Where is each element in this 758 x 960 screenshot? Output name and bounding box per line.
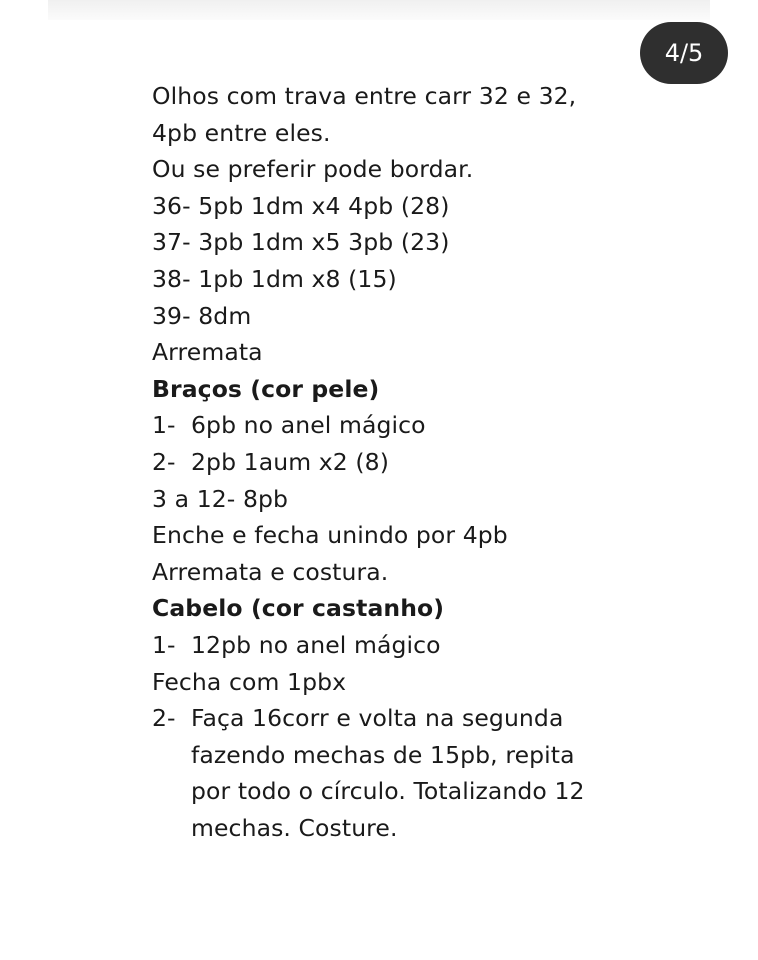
instruction-line: 37- 3pb 1dm x5 3pb (23) [152,228,450,257]
row-number: 2- [152,447,176,476]
row-text: 12pb no anel mágico [191,630,441,659]
section-heading-arms: Braços (cor pele) [152,374,380,403]
row-number: 1- [152,411,176,440]
row-number: 1- [152,630,176,659]
instruction-line [152,700,742,846]
instruction-line: 4pb entre eles. [152,118,331,147]
instruction-line: 38- 1pb 1dm x8 (15) [152,264,397,293]
instruction-line: Enche e fecha unindo por 4pb [152,521,508,550]
row-number: 2- [152,704,176,733]
instruction-line: Ou se preferir pode bordar. [152,155,474,184]
page-indicator-text: 4/5 [664,39,704,67]
pattern-instructions [152,78,742,846]
instruction-line [152,627,742,664]
instruction-line: Olhos com trava entre carr 32 e 32, [152,82,577,110]
instruction-line: Arremata [152,338,263,367]
section-heading-hair: Cabelo (cor castanho) [152,594,445,623]
instruction-line: 36- 5pb 1dm x4 4pb (28) [152,191,450,220]
row-text: 6pb no anel mágico [191,411,426,440]
row-text: 2pb 1aum x2 (8) [191,447,389,476]
instruction-line [152,407,742,444]
instruction-line: 3 a 12- 8pb [152,484,289,513]
instruction-line [152,444,742,481]
instruction-line: 39- 8dm [152,301,252,330]
instruction-line: Arremata e costura. [152,557,389,586]
instruction-line: Fecha com 1pbx [152,667,347,696]
top-bar [48,0,710,20]
page-indicator-badge [640,22,728,84]
row-text: Faça 16corr e volta na segunda fazendo mechas de 15pb, repita por todo o círculo. Totalizando 12 mechas. Costure. [191,704,585,842]
